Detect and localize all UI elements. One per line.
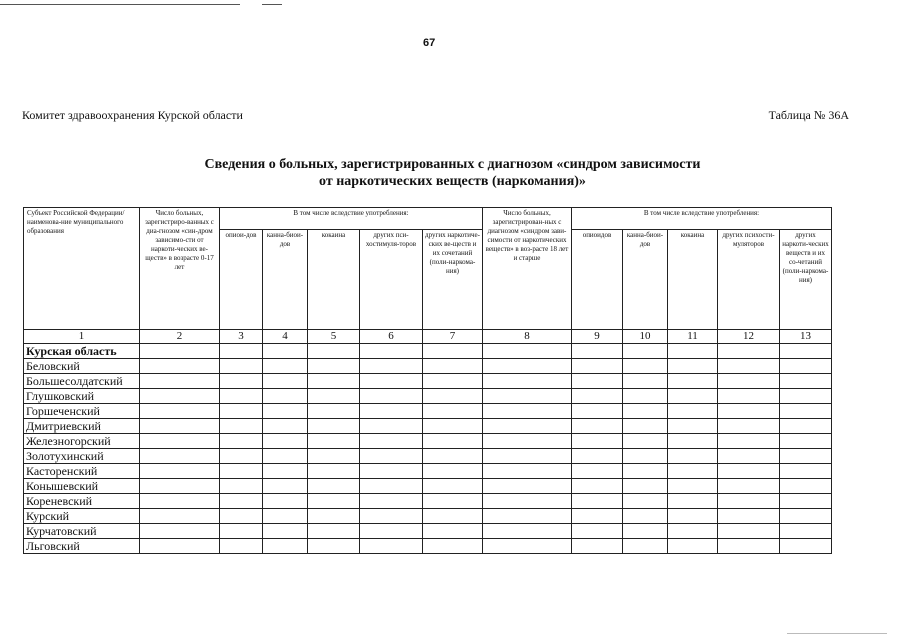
header-count-18-plus: Число больных, зарегистрирован-ных с диагнозом «синдром зави-симости от наркотических веществ» в воз-расте 18 лет и старше [483,208,572,330]
table-cell [360,389,423,404]
table-cell [263,494,308,509]
table-cell [423,359,483,374]
table-cell [140,419,220,434]
table-cell [572,344,623,359]
table-cell [423,539,483,554]
column-number: 9 [572,330,623,344]
table-cell [308,509,360,524]
table-cell [308,434,360,449]
table-cell [780,449,832,464]
table-cell [140,524,220,539]
column-number: 8 [483,330,572,344]
table-cell [668,419,718,434]
column-number: 10 [623,330,668,344]
column-number: 12 [718,330,780,344]
column-number-row [24,330,832,344]
header-opioids-18-plus: опиоидов [572,230,623,330]
table-cell [780,344,832,359]
top-rule [0,4,240,5]
table-cell [360,434,423,449]
table-cell [360,509,423,524]
statistics-table [23,207,832,554]
table-cell [623,389,668,404]
table-cell [308,404,360,419]
table-row [24,404,832,419]
header-other-18-plus: других наркоти-ческих веществ и их со-четаний (поли-наркома-ния) [780,230,832,330]
table-row [24,539,832,554]
table-row [24,509,832,524]
table-cell [668,539,718,554]
table-cell [220,344,263,359]
table-cell [718,464,780,479]
table-cell [718,479,780,494]
table-number: Таблица № 36А [768,108,849,122]
table-cell [780,539,832,554]
table-cell [623,344,668,359]
row-name: Курчатовский [24,524,140,539]
header-psychostimulants-18-plus: других психости-муляторов [718,230,780,330]
row-name: Глушковский [24,389,140,404]
table-cell [360,419,423,434]
table-cell [572,494,623,509]
table-cell [780,434,832,449]
table-cell [780,419,832,434]
table-cell [423,479,483,494]
header-other-0-17: других наркотиче-ских ве-ществ и их сочетаний (поли-наркома-ния) [423,230,483,330]
table-cell [780,509,832,524]
table-cell [668,374,718,389]
table-cell [668,404,718,419]
table-cell [718,359,780,374]
table-cell [668,449,718,464]
table-cell [360,404,423,419]
row-name: Льговский [24,539,140,554]
column-number: 6 [360,330,423,344]
table-cell [483,404,572,419]
row-name: Золотухинский [24,449,140,464]
column-number: 11 [668,330,718,344]
table-cell [140,359,220,374]
header-cocaine-0-17: кокаина [308,230,360,330]
column-number: 4 [263,330,308,344]
table-cell [308,464,360,479]
table-cell [140,479,220,494]
table-cell [140,389,220,404]
table-cell [718,374,780,389]
header-territory: Субъект Российской Федерации/ наименова-ние муниципального образования [24,208,140,330]
table-cell [668,344,718,359]
table-cell [263,434,308,449]
table-cell [423,464,483,479]
table-cell [483,389,572,404]
row-name: Беловский [24,359,140,374]
table-cell [140,434,220,449]
table-cell [668,494,718,509]
row-name: Касторенский [24,464,140,479]
table-cell [263,389,308,404]
table-cell [220,419,263,434]
table-cell [423,419,483,434]
table-cell [308,344,360,359]
row-name: Курский [24,509,140,524]
organization-name: Комитет здравоохранения Курской области [22,108,243,122]
table-cell [572,464,623,479]
table-row [24,374,832,389]
table-row [24,389,832,404]
table-cell [718,509,780,524]
table-cell [423,344,483,359]
column-number: 7 [423,330,483,344]
table-cell [483,449,572,464]
table-cell [308,389,360,404]
table-row [24,494,832,509]
column-number: 5 [308,330,360,344]
table-cell [263,479,308,494]
table-row [24,344,832,359]
table-cell [220,449,263,464]
table-cell [668,389,718,404]
table-cell [668,434,718,449]
table-cell [140,539,220,554]
header-group-18-plus: В том числе вследствие употребления: [572,208,832,230]
table-row [24,434,832,449]
table-cell [263,359,308,374]
table-cell [483,524,572,539]
table-cell [360,539,423,554]
page-number: 67 [423,37,436,49]
table-cell [220,509,263,524]
table-cell [423,374,483,389]
table-cell [263,449,308,464]
table-cell [572,404,623,419]
table-cell [668,479,718,494]
table-cell [220,524,263,539]
column-number: 13 [780,330,832,344]
table-cell [718,404,780,419]
table-cell [483,509,572,524]
table-cell [423,449,483,464]
table-cell [718,539,780,554]
table-cell [140,344,220,359]
table-cell [483,539,572,554]
table-cell [308,524,360,539]
table-cell [623,434,668,449]
table-cell [483,479,572,494]
table-cell [572,509,623,524]
table-cell [483,374,572,389]
table-cell [623,494,668,509]
column-number: 3 [220,330,263,344]
document-title [0,156,905,190]
table-cell [780,359,832,374]
table-row [24,464,832,479]
table-cell [718,344,780,359]
table-cell [718,494,780,509]
table-cell [308,479,360,494]
table-row [24,419,832,434]
table-cell [220,389,263,404]
table-cell [308,374,360,389]
table-cell [623,509,668,524]
table-cell [220,359,263,374]
table-cell [360,344,423,359]
table-row [24,479,832,494]
table-cell [360,449,423,464]
table-cell [718,434,780,449]
table-cell [623,464,668,479]
table-cell [668,524,718,539]
table-cell [308,419,360,434]
table-cell [140,374,220,389]
table-cell [263,464,308,479]
table-cell [140,494,220,509]
table-cell [780,479,832,494]
table-cell [572,449,623,464]
table-cell [263,419,308,434]
title-line-1: Сведения о больных, зарегистрированных с диагнозом «синдром зависимости [204,157,701,172]
table-cell [140,449,220,464]
table-cell [263,404,308,419]
table-row [24,449,832,464]
table-cell [780,404,832,419]
table-cell [623,419,668,434]
table-cell [308,494,360,509]
table-cell [263,509,308,524]
table-cell [360,524,423,539]
table-cell [483,344,572,359]
header-cocaine-18-plus: кокаина [668,230,718,330]
table-row [24,359,832,374]
table-cell [780,494,832,509]
table-body [24,344,832,554]
title-line-2: от наркотических веществ (наркомания)» [319,174,586,189]
table-cell [423,434,483,449]
table-cell [668,464,718,479]
table-cell [572,524,623,539]
table-cell [308,449,360,464]
table-cell [572,359,623,374]
table-cell [572,434,623,449]
table-cell [220,479,263,494]
row-name: Курская область [24,344,140,359]
table-cell [220,539,263,554]
table-cell [668,359,718,374]
header-count-0-17: Число больных, зарегистриро-ванных с диа-гнозом «син-дром зависимо-сти от наркоти-ческих ве-ществ» в возрасте 0-17 лет [140,208,220,330]
table-cell [623,359,668,374]
table-cell [308,539,360,554]
table-cell [623,524,668,539]
table-cell [780,389,832,404]
row-name: Большесолдатский [24,374,140,389]
table-cell [623,539,668,554]
table-cell [780,524,832,539]
row-name: Железногорский [24,434,140,449]
table-cell [623,479,668,494]
table-cell [308,359,360,374]
table-cell [483,464,572,479]
table-cell [572,389,623,404]
table-cell [483,434,572,449]
column-number: 2 [140,330,220,344]
table-cell [623,374,668,389]
table-cell [572,419,623,434]
table-cell [263,344,308,359]
table-cell [360,494,423,509]
table-cell [263,374,308,389]
header-group-0-17: В том числе вследствие употребления: [220,208,483,230]
table-cell [220,494,263,509]
table-cell [423,509,483,524]
header-opioids-0-17: опиои-дов [220,230,263,330]
table-cell [220,374,263,389]
table-cell [220,404,263,419]
table-cell [423,494,483,509]
table-cell [623,404,668,419]
table-cell [423,404,483,419]
table-row [24,524,832,539]
row-name: Горшеченский [24,404,140,419]
header-cannabinoids-0-17: канна-биои-дов [263,230,308,330]
table-cell [483,419,572,434]
table-cell [423,524,483,539]
table-cell [360,479,423,494]
table-cell [718,389,780,404]
table-cell [572,479,623,494]
table-cell [718,524,780,539]
top-rule-short [262,4,282,5]
table-cell [360,374,423,389]
table-cell [263,524,308,539]
table-cell [483,359,572,374]
row-name: Дмитриевский [24,419,140,434]
table-cell [483,494,572,509]
table-cell [623,449,668,464]
column-number: 1 [24,330,140,344]
table-cell [423,389,483,404]
table-cell [780,374,832,389]
table-cell [572,374,623,389]
table-cell [360,359,423,374]
table-cell [360,464,423,479]
row-name: Кореневский [24,494,140,509]
table-cell [140,509,220,524]
table-cell [718,449,780,464]
header-psychostimulants-0-17: других пси-хостимуля-торов [360,230,423,330]
table-cell [780,464,832,479]
row-name: Конышевский [24,479,140,494]
table-cell [572,539,623,554]
table-cell [668,509,718,524]
table-cell [220,434,263,449]
table-cell [140,464,220,479]
table-cell [220,464,263,479]
table-cell [140,404,220,419]
table-cell [718,419,780,434]
table-cell [263,539,308,554]
footer-rule [787,633,887,634]
header-cannabinoids-18-plus: канна-биои-дов [623,230,668,330]
